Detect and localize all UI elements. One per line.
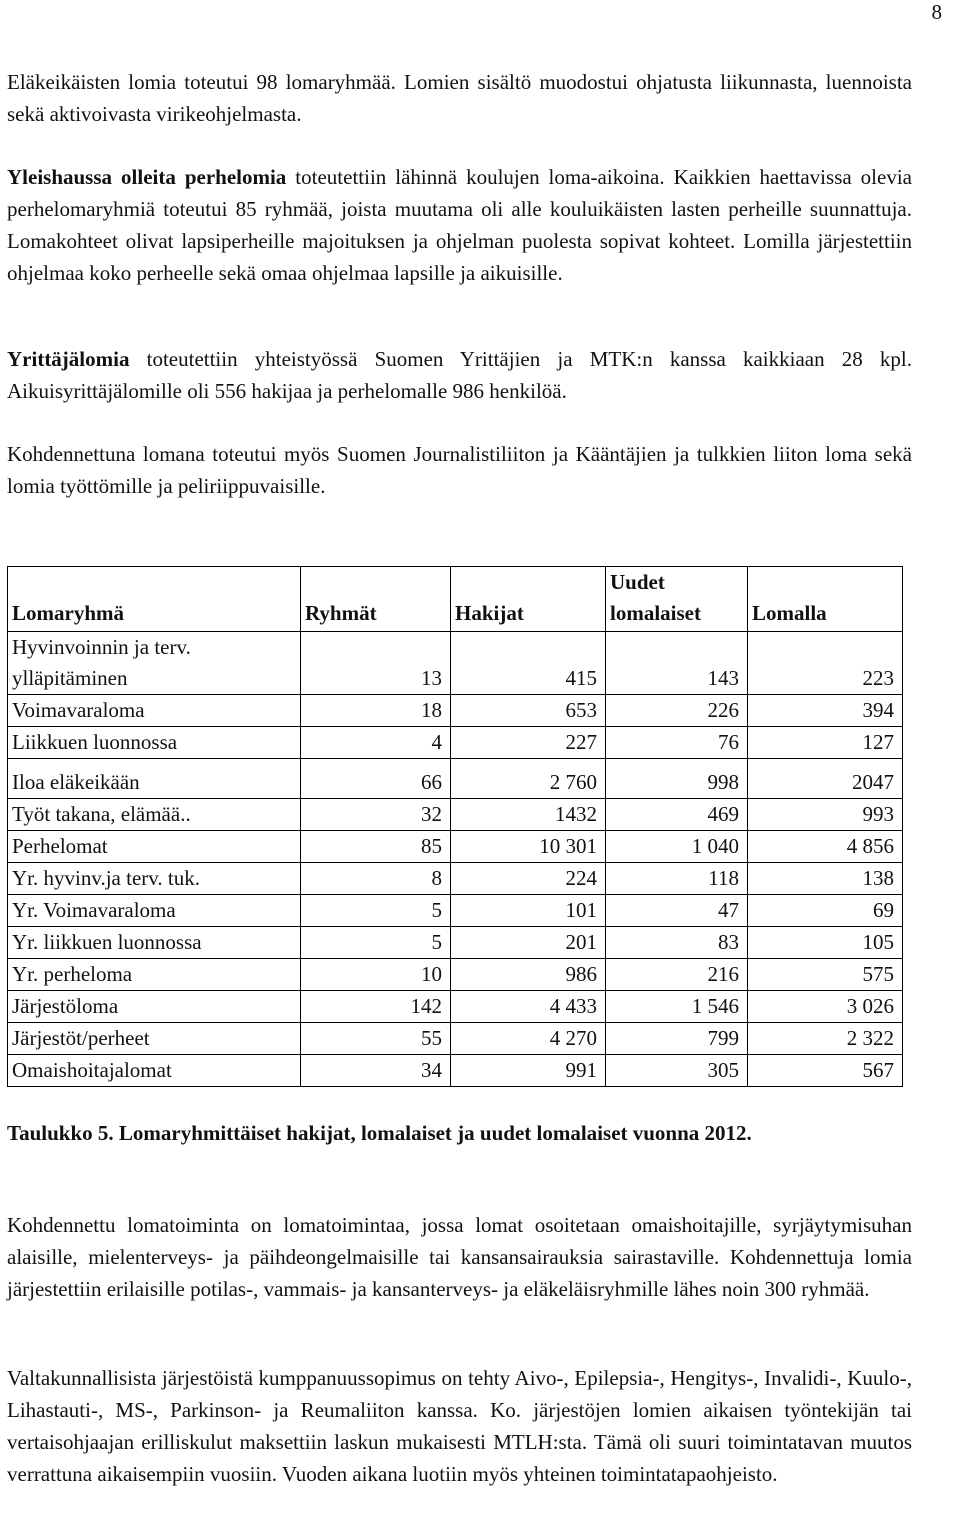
cell-ryhmat: 8 bbox=[301, 863, 451, 895]
cell-hakijat: 653 bbox=[451, 695, 606, 727]
cell-lomaryhma: Järjestöloma bbox=[8, 991, 301, 1023]
table-header-row bbox=[8, 567, 903, 632]
cell-uudet: 226 bbox=[606, 695, 748, 727]
cell-lomaryhma: Työt takana, elämää.. bbox=[8, 799, 301, 831]
paragraph-text: Eläkeikäisten lomia toteutui 98 lomaryhmää. Lomien sisältö muodostui ohjatusta liikunnasta, luennoista sekä aktivoivasta virikeohjelmasta. bbox=[7, 70, 912, 126]
table-row bbox=[8, 799, 903, 831]
lomaryhma-table bbox=[7, 566, 903, 1087]
paragraph-perhelomat bbox=[7, 161, 912, 289]
cell-ryhmat: 66 bbox=[301, 759, 451, 799]
cell-hakijat: 991 bbox=[451, 1055, 606, 1087]
cell-lomalla: 2047 bbox=[748, 759, 903, 799]
paragraph-text: Kohdennettu lomatoiminta on lomatoimintaa, jossa lomat osoitetaan omaishoitajille, syrjäytymisuhan alaisille, mielenterveys- ja päihdeongelmaisille tai kansansairauksia sairastaville. Kohdennettuja lomia järjestettiin erilaisille potilas-, vammais- ja kansanterveys- ja eläkeläisryhmille lähes noin 300 ryhmää. bbox=[7, 1213, 912, 1301]
table-row bbox=[8, 831, 903, 863]
cell-lomalla: 2 322 bbox=[748, 1023, 903, 1055]
cell-lomalla: 138 bbox=[748, 863, 903, 895]
paragraph-yrittajalomat bbox=[7, 343, 912, 407]
cell-lomaryhma: Voimavaraloma bbox=[8, 695, 301, 727]
table-row bbox=[8, 695, 903, 727]
cell-lomaryhma: Liikkuen luonnossa bbox=[8, 727, 301, 759]
cell-hakijat: 224 bbox=[451, 863, 606, 895]
header-uudet-lomalaiset: Uudet lomalaiset bbox=[606, 567, 748, 632]
cell-lomalla: 3 026 bbox=[748, 991, 903, 1023]
table-row bbox=[8, 863, 903, 895]
cell-hakijat: 415 bbox=[451, 632, 606, 695]
cell-lomalla: 127 bbox=[748, 727, 903, 759]
table-row bbox=[8, 927, 903, 959]
cell-lomalla: 69 bbox=[748, 895, 903, 927]
cell-lomaryhma: Hyvinvoinnin ja terv. ylläpitäminen bbox=[8, 632, 301, 695]
cell-lomaryhma: Yr. hyvinv.ja terv. tuk. bbox=[8, 863, 301, 895]
cell-lomaryhma: Yr. liikkuen luonnossa bbox=[8, 927, 301, 959]
cell-uudet: 76 bbox=[606, 727, 748, 759]
cell-uudet: 998 bbox=[606, 759, 748, 799]
cell-uudet: 799 bbox=[606, 1023, 748, 1055]
cell-uudet: 216 bbox=[606, 959, 748, 991]
cell-ryhmat: 5 bbox=[301, 895, 451, 927]
cell-lomaryhma: Yr. Voimavaraloma bbox=[8, 895, 301, 927]
table-body bbox=[8, 632, 903, 1087]
paragraph-elakeikaiset bbox=[7, 66, 912, 130]
table-row bbox=[8, 632, 903, 695]
paragraph-kohdennettuna bbox=[7, 438, 912, 502]
cell-uudet: 1 040 bbox=[606, 831, 748, 863]
table-row bbox=[8, 759, 903, 799]
cell-hakijat: 227 bbox=[451, 727, 606, 759]
header-ryhmat: Ryhmät bbox=[301, 567, 451, 632]
bold-lead: Yrittäjälomia bbox=[7, 347, 130, 371]
cell-ryhmat: 10 bbox=[301, 959, 451, 991]
cell-hakijat: 4 270 bbox=[451, 1023, 606, 1055]
bold-lead: Yleishaussa olleita perhelomia bbox=[7, 165, 287, 189]
table-row bbox=[8, 991, 903, 1023]
cell-hakijat: 201 bbox=[451, 927, 606, 959]
cell-ryhmat: 13 bbox=[301, 632, 451, 695]
cell-hakijat: 4 433 bbox=[451, 991, 606, 1023]
cell-lomalla: 105 bbox=[748, 927, 903, 959]
cell-ryhmat: 34 bbox=[301, 1055, 451, 1087]
table-row bbox=[8, 1023, 903, 1055]
cell-uudet: 469 bbox=[606, 799, 748, 831]
cell-ryhmat: 5 bbox=[301, 927, 451, 959]
page-number: 8 bbox=[931, 0, 942, 24]
cell-uudet: 118 bbox=[606, 863, 748, 895]
header-hakijat: Hakijat bbox=[451, 567, 606, 632]
cell-hakijat: 1432 bbox=[451, 799, 606, 831]
cell-lomaryhma: Iloa eläkeikään bbox=[8, 759, 301, 799]
cell-ryhmat: 18 bbox=[301, 695, 451, 727]
cell-uudet: 1 546 bbox=[606, 991, 748, 1023]
cell-uudet: 47 bbox=[606, 895, 748, 927]
table-row bbox=[8, 895, 903, 927]
cell-lomalla: 4 856 bbox=[748, 831, 903, 863]
paragraph-text: Valtakunnallisista järjestöistä kumppanuussopimus on tehty Aivo-, Epilepsia-, Hengitys-, Invalidi-, Kuulo-, Lihastauti-, MS-, Parkinson- ja Reumaliiton kanssa. Ko. järjestöjen lomien aikaisen työntekijän tai vertaisohjaajan erilliskulut maksettiin laskun mukaisesti MTLH:sta. Tämä oli suuri toimintatavan muutos verrattuna aikaisempiin vuosiin. Vuoden aikana luotiin myös yhteinen toimintatapaohjeisto. bbox=[7, 1366, 912, 1486]
cell-lomalla: 567 bbox=[748, 1055, 903, 1087]
cell-uudet: 305 bbox=[606, 1055, 748, 1087]
cell-uudet: 143 bbox=[606, 632, 748, 695]
paragraph-text: Kohdennettuna lomana toteutui myös Suomen Journalistiliiton ja Kääntäjien ja tulkkien liiton loma sekä lomia työttömille ja peliriippuvaisille. bbox=[7, 442, 912, 498]
table-caption: Taulukko 5. Lomaryhmittäiset hakijat, lomalaiset ja uudet lomalaiset vuonna 2012. bbox=[7, 1121, 752, 1145]
cell-ryhmat: 4 bbox=[301, 727, 451, 759]
cell-hakijat: 10 301 bbox=[451, 831, 606, 863]
cell-lomalla: 993 bbox=[748, 799, 903, 831]
cell-ryhmat: 32 bbox=[301, 799, 451, 831]
table-row bbox=[8, 959, 903, 991]
cell-hakijat: 2 760 bbox=[451, 759, 606, 799]
header-lomalla: Lomalla bbox=[748, 567, 903, 632]
cell-lomalla: 575 bbox=[748, 959, 903, 991]
table-row bbox=[8, 727, 903, 759]
cell-lomaryhma: Järjestöt/perheet bbox=[8, 1023, 301, 1055]
cell-ryhmat: 85 bbox=[301, 831, 451, 863]
cell-lomalla: 394 bbox=[748, 695, 903, 727]
cell-uudet: 83 bbox=[606, 927, 748, 959]
header-lomaryhma: Lomaryhmä bbox=[8, 567, 301, 632]
paragraph-valtakunnalliset bbox=[7, 1362, 912, 1490]
lomaryhma-table-container bbox=[7, 566, 903, 1087]
paragraph-kohdennettu-lomatoiminta bbox=[7, 1209, 912, 1305]
paragraph-text: toteutettiin yhteistyössä Suomen Yrittäjien ja MTK:n kanssa kaikkiaan 28 kpl. Aikuisyrittäjälomille oli 556 hakijaa ja perhelomalle 986 henkilöä. bbox=[7, 347, 912, 403]
cell-lomaryhma: Yr. perheloma bbox=[8, 959, 301, 991]
cell-hakijat: 986 bbox=[451, 959, 606, 991]
paragraph-text: toteutettiin lähinnä koulujen loma-aikoina. Kaikkien haettavissa olevia perhelomaryhmiä toteutui 85 ryhmää, joista muutama oli alle kouluikäisten lasten perheille suunnattuja. Lomakohteet olivat lapsiperheille majoituksen ja ohjelman puolesta sopivat kohteet. Lomilla järjestettiin ohjelmaa koko perheelle sekä omaa ohjelmaa lapsille ja aikuisille. bbox=[7, 165, 912, 285]
cell-ryhmat: 55 bbox=[301, 1023, 451, 1055]
cell-ryhmat: 142 bbox=[301, 991, 451, 1023]
table-row bbox=[8, 1055, 903, 1087]
cell-lomalla: 223 bbox=[748, 632, 903, 695]
cell-hakijat: 101 bbox=[451, 895, 606, 927]
cell-lomaryhma: Omaishoitajalomat bbox=[8, 1055, 301, 1087]
cell-lomaryhma: Perhelomat bbox=[8, 831, 301, 863]
